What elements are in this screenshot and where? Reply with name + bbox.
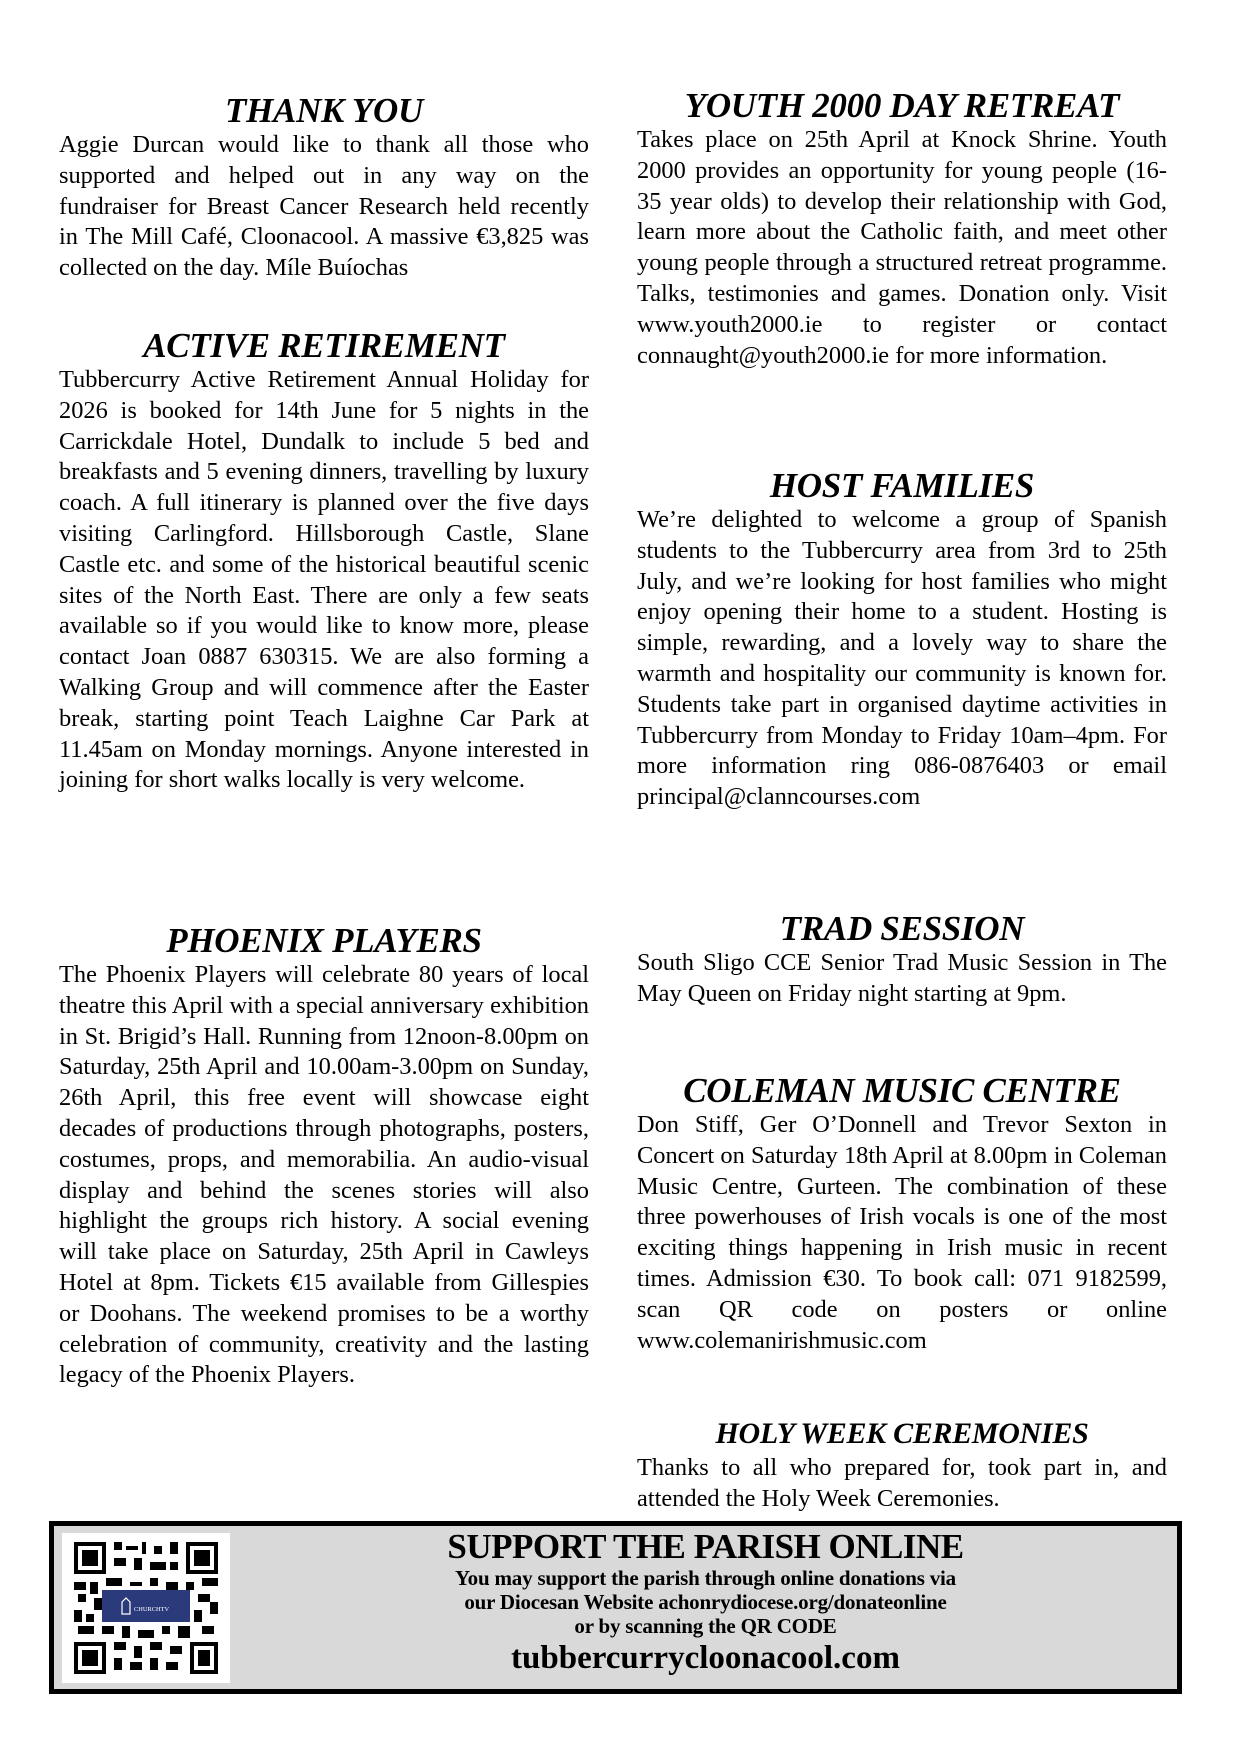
section-body: Tubbercurry Active Retirement Annual Holiday for 2026 is booked for 14th June for 5 nights in the Carrickdale Hotel, Dundalk to include 5 bed and breakfasts and 5 evening dinners, travelling by luxury coach. A full itinerary is planned over the five days visiting Carlingford. Hillsborough Castle, Slane Castle etc. and some of the historical beautiful scenic sites of the North East. There are only a few seats available so if you would like to know more, please contact Joan 0887 630315. We are also forming a Walking Group and will commence after the Easter break, starting point Teach Laighne Car Park at 11.45am on Monday mornings. Anyone interested in joining for short walks locally is very welcome. [59, 366, 589, 794]
section-heading: ACTIVE RETIREMENT [143, 326, 505, 365]
banner-text [244, 1528, 1167, 1678]
section-body: The Phoenix Players will celebrate 80 years of local theatre this April with a special anniversary exhibition in St. Brigid’s Hall. Running from 12noon-8.00pm on Saturday, 25th April and 10.00am-3.00pm on Sunday, 26th April, this free event will showcase eight decades of productions through photographs, posters, costumes, props, and memorabilia. An audio-visual display and behind the scenes stories will also highlight the groups rich history. A social evening will take place on Saturday, 25th April in Cawleys Hotel at 8pm. Tickets €15 available from Gillespies or Doohans. The weekend promises to be a worthy celebration of community, creativity and the lasting legacy of the Phoenix Players. [59, 961, 589, 1389]
coleman-music-centre-section [637, 1072, 1167, 1356]
active-retirement-section [59, 327, 589, 796]
section-body: South Sligo CCE Senior Trad Music Session in The May Queen on Friday night starting at 9pm. [637, 949, 1167, 1007]
youth-2000-section [637, 87, 1167, 371]
section-body: Don Stiff, Ger O’Donnell and Trevor Sexton in Concert on Saturday 18th April at 8.00pm in Coleman Music Centre, Gurteen. The combination of these three powerhouses of Irish vocals is one of the most exciting things happening in Irish music in recent times. Admission €30. To book call: 071 9182599, scan QR code on posters or online www.colemanirishmusic.com [637, 1111, 1167, 1354]
section-body: Aggie Durcan would like to thank all those who supported and helped out in any way on the fundraiser for Breast Cancer Research held recently in The Mill Café, Cloonacool. A massive €3,825 was collected on the day. Míle Buíochas [59, 131, 589, 282]
section-heading: COLEMAN MUSIC CENTRE [683, 1071, 1121, 1110]
banner-title: SUPPORT THE PARISH ONLINE [447, 1527, 964, 1566]
holy-week-section [637, 1415, 1167, 1515]
section-body: We’re delighted to welcome a group of Spanish students to the Tubbercurry area from 3rd to 25th July, and we’re looking for host families who might enjoy opening their home to a student. Hosting is simple, rewarding, and a lovely way to share the warmth and hospitality our community is known for. Students take part in organised daytime activities in Tubbercurry from Monday to Friday 10am–4pm. For more information ring 086-0876403 or email principal@clanncourses.com [637, 506, 1167, 811]
phoenix-players-section [59, 922, 589, 1391]
qr-logo-text: CHURCHTV [134, 1605, 170, 1613]
section-heading: YOUTH 2000 DAY RETREAT [684, 86, 1120, 125]
thank-you-section [59, 92, 589, 284]
section-heading: PHOENIX PLAYERS [166, 921, 482, 960]
qr-code-icon [74, 1542, 218, 1674]
host-families-section [637, 467, 1167, 813]
trad-session-section [637, 910, 1167, 1010]
banner-line-1: You may support the parish through online donations via [455, 1566, 956, 1590]
section-heading: HOLY WEEK CEREMONIES [715, 1417, 1089, 1450]
banner-line-3: or by scanning the QR CODE [574, 1614, 837, 1638]
parish-website-link[interactable]: tubbercurrycloonacool.com [511, 1640, 900, 1676]
section-heading: HOST FAMILIES [769, 466, 1035, 505]
banner-line-2: our Diocesan Website achonrydiocese.org/donateonline [464, 1590, 947, 1614]
support-parish-banner [49, 1521, 1182, 1694]
qr-code[interactable] [62, 1533, 230, 1683]
section-body: Thanks to all who prepared for, took part in, and attended the Holy Week Ceremonies. [637, 1454, 1167, 1512]
section-heading: TRAD SESSION [779, 909, 1025, 948]
section-body: Takes place on 25th April at Knock Shrine. Youth 2000 provides an opportunity for young people (16-35 year olds) to develop their relationship with God, learn more about the Catholic faith, and meet other young people through a structured retreat programme. Talks, testimonies and games. Donation only. Visit www.youth2000.ie to register or contact connaught@youth2000.ie for more information. [637, 126, 1167, 369]
section-heading: THANK YOU [225, 91, 423, 130]
